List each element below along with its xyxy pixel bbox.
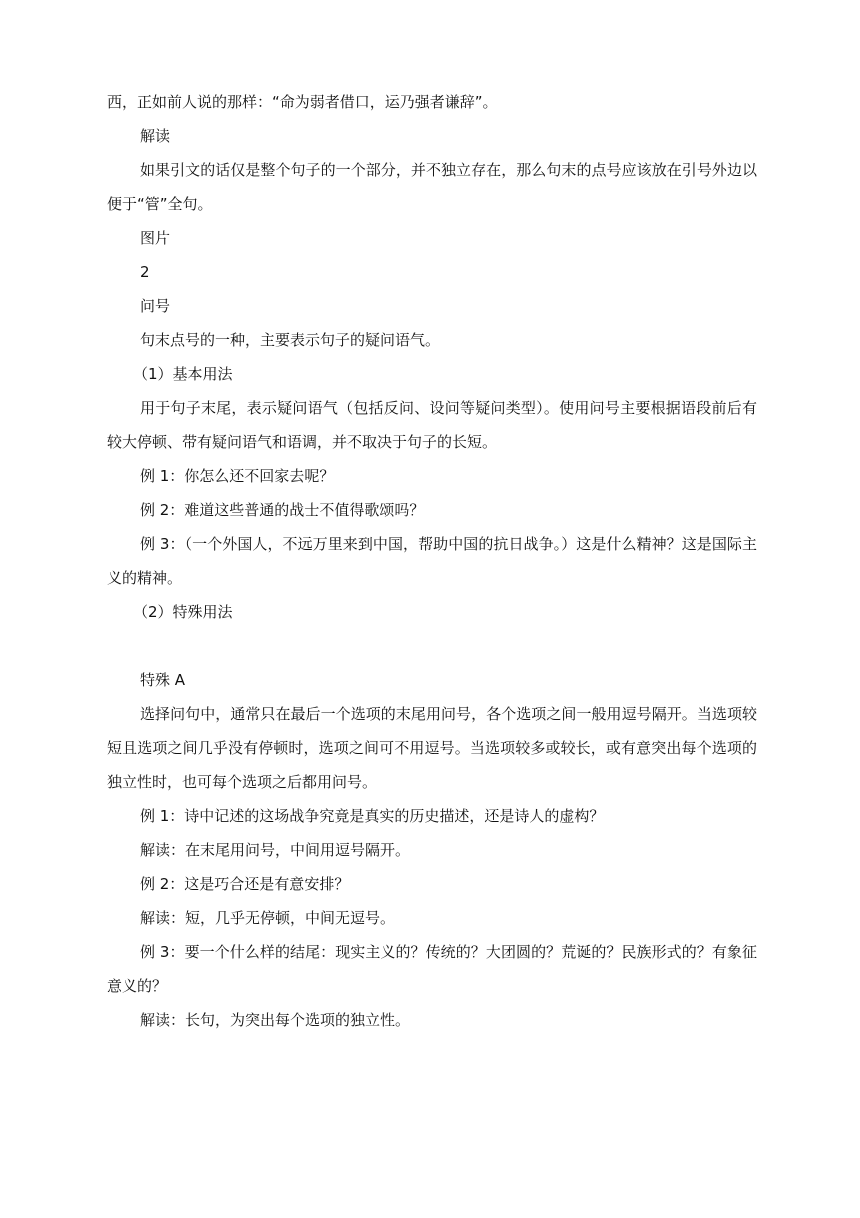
subheading-basic-usage: （1）基本用法 bbox=[133, 365, 233, 383]
paragraph-quote-end: 西，正如前人说的那样：“命为弱者借口，运乃强者谦辞”。 bbox=[107, 93, 498, 111]
special-note-3: 解读：长句，为突出每个选项的独立性。 bbox=[140, 1011, 411, 1029]
special-example-3: 例 3：要一个什么样的结尾：现实主义的？传统的？大团圆的？荒诞的？民族形式的？有象征意义的？ bbox=[107, 943, 757, 995]
document-page bbox=[107, 85, 757, 1037]
example-1: 例 1：你怎么还不回家去呢？ bbox=[140, 467, 335, 485]
blank-line bbox=[107, 629, 757, 663]
special-note-1: 解读：在末尾用问号，中间用逗号隔开。 bbox=[140, 841, 411, 859]
heading-jiedu: 解读 bbox=[140, 127, 171, 145]
paragraph-special-a: 选择问句中，通常只在最后一个选项的末尾用问号，各个选项之间一般用逗号隔开。当选项较短且选项之间几乎没有停顿时，选项之间可不用逗号。当选项较多或较长，或有意突出每个选项的独立性时，也可每个选项之后都用问号。 bbox=[107, 705, 757, 791]
paragraph-definition: 句末点号的一种，主要表示句子的疑问语气。 bbox=[140, 331, 441, 349]
special-a-title: 特殊 A bbox=[140, 671, 186, 689]
section-number: 2 bbox=[140, 263, 150, 281]
example-3: 例 3：（一个外国人，不远万里来到中国，帮助中国的抗日战争。）这是什么精神？这是国际主义的精神。 bbox=[107, 535, 757, 587]
special-example-1: 例 1：诗中记述的这场战争究竟是真实的历史描述，还是诗人的虚构？ bbox=[140, 807, 605, 825]
subheading-special-usage: （2）特殊用法 bbox=[133, 603, 233, 621]
section-title: 问号 bbox=[140, 297, 171, 315]
image-placeholder-label: 图片 bbox=[140, 229, 171, 247]
paragraph-basic-usage: 用于句子末尾，表示疑问语气（包括反问、设问等疑问类型）。使用问号主要根据语段前后有较大停顿、带有疑问语气和语调，并不取决于句子的长短。 bbox=[107, 399, 757, 451]
special-example-2: 例 2：这是巧合还是有意安排？ bbox=[140, 875, 350, 893]
special-note-2: 解读：短，几乎无停顿，中间无逗号。 bbox=[140, 909, 396, 927]
paragraph-explanation: 如果引文的话仅是整个句子的一个部分，并不独立存在，那么句末的点号应该放在引号外边以便于“管”全句。 bbox=[107, 161, 757, 213]
example-2: 例 2：难道这些普通的战士不值得歌颂吗？ bbox=[140, 501, 425, 519]
